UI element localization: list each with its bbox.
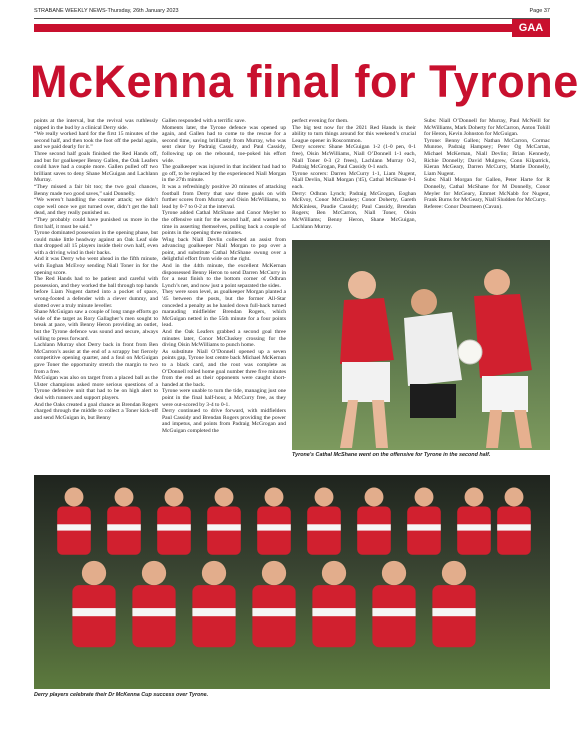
- article-paragraph: Three second half goals finished the Red Hands off, and but for goalkeeper Benny Gallen, the Oak Leafers could have had a couple more. Gallen pulled off two brilliant saves to deny Shane McGuigan and Lachlann Murray.: [34, 150, 158, 184]
- article-paragraph: Tyrone: Benny Gallen; Nathan McCarron, Cormac Munroe, Padraig Hampsey; Peter Og McCartan, Michael McKernan, Niall Devlin; Brian Kennedy, Richie Donnelly; David Mulgrew, Conn Kilpatrick, Kieran McGeary, Darren McCurry, Mattie Donnelly, Liam Nugent.: [424, 137, 550, 177]
- article-paragraph: “They probably could have punished us more in the first half, it must be said.”: [34, 216, 158, 230]
- article-paragraph: points at the interval, but the revival was ruthlessly nipped in the bud by a clinical Derry side.: [34, 118, 158, 131]
- article-paragraph: The big test now for the 2021 Red Hands is their ability to turn things around for this weekend’s crucial League opener in Roscommon.: [292, 124, 416, 144]
- player-head: [365, 488, 384, 507]
- player-head: [465, 488, 484, 507]
- article-paragraph: “We really worked hard for the first 15 minutes of the second half, and then took the foot off the pedal again, and we paid dearly for it.”: [34, 131, 158, 151]
- article-paragraph: “We weren’t handling the counter attack; we didn’t cope well once we got turned over, didn’t get the ball dead, and they really punished us.: [34, 197, 158, 217]
- jersey-stripe: [207, 524, 241, 530]
- player-head: [165, 488, 184, 507]
- player-head: [322, 561, 346, 585]
- player-head: [142, 561, 166, 585]
- article-paragraph: And it was Derry who went ahead in the fifth minute, with Eoghan McEvoy sending Niall Toner in for the opening score.: [34, 256, 158, 276]
- jersey-stripe: [357, 524, 391, 530]
- article-paragraph: Derry continued to drive forward, with midfielders Paul Cassidy and Brendan Rogers providing the power and impetus, and points from Padraig McGrogan and McGuigan completed the: [162, 408, 286, 434]
- jersey-stripe: [132, 608, 175, 616]
- player-head: [315, 488, 334, 507]
- jersey-stripe: [157, 524, 191, 530]
- action-photo-caption: Tyrone's Cathal McShane went on the offensive for Tyrone in the second half.: [292, 452, 491, 458]
- jersey-stripe: [497, 524, 531, 530]
- page-header: [34, 8, 550, 18]
- article-paragraph: Moments later, the Tyrone defence was opened up again, and Gallen had to come to the rescue for a second time, saving brilliantly from Murray, who was sent clear by Padraig Cassidy, and Paul Cassidy, following up on the rebound, toe-poked his effort wide.: [162, 124, 286, 164]
- player-head: [265, 488, 284, 507]
- article-column-2: [162, 118, 286, 475]
- player-head: [262, 561, 286, 585]
- jersey-stripe: [372, 608, 415, 616]
- article-paragraph: It was a refreshingly positive 20 minutes of attacking football from Derry that saw three goals on with further scores from Murray and Oisin McWilliams, to lead by 0-7 to 0-2 at the interval.: [162, 183, 286, 210]
- jersey-stripe: [252, 608, 295, 616]
- article-paragraph: The goalkeeper was injured in that incident had had to go off, to be replaced by the experienced Niall Morgan in the 27th minute.: [162, 164, 286, 184]
- article-paragraph: And the Oaks created a goal chance as Brendan Rogers charged through the middle to collect a Toner kick-off and send McGuigan in, but Benny: [34, 401, 158, 421]
- action-photo: [292, 240, 550, 450]
- article-paragraph: Tyrone were unable to turn the tide, managing just one point in the final half-hour, a McCurry free, as they were out-scored by 3-4 to 0-1.: [162, 388, 286, 408]
- page-number: Page 37: [529, 8, 550, 14]
- article-paragraph: Shane McGuigan saw a couple of long range efforts go wide of the target as Rory Gallagher’s men sought to break at pace, with Benny Heron providing an outlet, but the Tyrone defence was sound and secure, always willing to press forward.: [34, 309, 158, 342]
- player-head: [82, 561, 106, 585]
- section-bar: [34, 24, 550, 32]
- team-photo: [34, 475, 550, 689]
- player-head: [215, 488, 234, 507]
- headline: McKenna final for Tyrone: [30, 56, 579, 107]
- article-paragraph: Tyrone added Cathal McShane and Conor Meyler to the offensive unit for the second half, and wasted no time in asserting themselves, pulling back a couple of points in the opening three minutes.: [162, 210, 286, 237]
- article-paragraph: Subs: Niall O’Donnell for Murray, Paul McNeill for McWilliams, Mark Doherty for McCarron, Anton Tohill for Heron, Kevin Johnston for McGuigan.: [424, 118, 550, 138]
- article-paragraph: McGuigan was also on target from a placed ball as the Ulster champions asked more serious questions of a Tyrone defensive unit that had to be on high alert to deal with runners and support players.: [34, 375, 158, 401]
- jersey-stripe: [192, 608, 235, 616]
- jersey-stripe: [257, 524, 291, 530]
- article-paragraph: Tyrone scorers: Darren McCurry 1-1, Liam Nugent, Niall Devlin, Niall Morgan ('45), Cathal McShane 0-1 each.: [292, 170, 416, 190]
- player-head: [442, 561, 466, 585]
- article-paragraph: “They missed a fair bit too; the two goal chances, Benny made two good saves,” said Donnelly.: [34, 183, 158, 197]
- jersey-stripe: [307, 524, 341, 530]
- article-paragraph: perfect evening for them.: [292, 118, 349, 124]
- jersey-stripe: [72, 608, 115, 616]
- article-column-3: [292, 118, 416, 236]
- player-head: [505, 488, 524, 507]
- article-paragraph: Derry: Odhran Lynch; Padraig McGrogan, Eoghan McEvoy, Conor McCluskey; Conor Doherty, Gareth McKinless, Paudie Cassidy; Paul Cassidy, Brendan Rogers; Ben McCarron, Niall Toner, Oisin McWilliams; Benny Heron, Shane McGuigan, Lachlann Murray.: [292, 190, 416, 230]
- article-paragraph: Lachlann Murray shot Derry back in front from Ben McCarron’s assist at the end of a scrappy but fiercely competitive opening quarter, and a foul on McGuigan gave Toner the opportunity stretch the margin to two from a free.: [34, 342, 158, 375]
- masthead: STRABANE WEEKLY NEWS-Thursday, 26th January 2023: [34, 8, 179, 14]
- player-head: [202, 561, 226, 585]
- article-paragraph: And in the 44th minute, the excellent McKernan dispossessed Benny Heron to send Darren McCurry in for a neat finish to the bottom corner of Odhran Lynch’s net, and now just a point separated the sides.: [162, 263, 286, 289]
- player-head: [115, 488, 134, 507]
- player-head: [415, 488, 434, 507]
- article-paragraph: Tyrone dominated possession in the opening phase, but could make little headway against an Oak Leaf side that dropped all 15 players inside their own half, even with a driving wind in their backs.: [34, 230, 158, 256]
- team-photo-caption: Derry players celebrate their Dr McKenna Cup success over Tyrone.: [34, 692, 209, 698]
- article-column-1: [34, 118, 158, 475]
- article-paragraph: Derry scorers: Shane McGuigan 1-2 (1-0 pen, 0-1 free), Oisin McWilliams, Niall O’Donnell 1-1 each, Niall Toner 0-3 (2 frees), Lachlann Murray 0-2, Padraig McGrogan, Paul Cassidy 0-1 each.: [292, 144, 416, 171]
- jersey-stripe: [457, 524, 491, 530]
- jersey-stripe: [432, 608, 475, 616]
- article-paragraph: They were soon level, as goalkeeper Morgan planted a '45 between the posts, but the former All-Star conceded a penalty as he hauled down full-back turned marauding midfielder Brendan Rogers, which McGuigan netted in the 55th minute for a four points lead.: [162, 289, 286, 329]
- article-paragraph: The Red Hands had to be patient and careful with possession, and they worked the ball through top hands before Liam Nugent darted into a pocket of space, wrong-footed a defender with a clever dummy, and slotted over a truly minute leveller.: [34, 276, 158, 309]
- article-paragraph: Gallen responded with a terrific save.: [162, 118, 246, 124]
- article-paragraph: And the Oak Leafers grabbed a second goal three minutes later, Conor McCluskey crossing for the diving Oisin McWilliams to punch home.: [162, 329, 286, 349]
- article-paragraph: Subs: Niall Morgan for Gallen, Peter Harte for R Donnelly, Cathal McShane for M Donnelly, Conor Meyler for McGeary, Emmet McNabb for Nugent, Frank Burns for McGeary, Niall Sludden for McCurry.: [424, 177, 550, 204]
- article-column-4: [424, 118, 550, 254]
- header-rule: [34, 18, 550, 19]
- jersey-stripe: [57, 524, 91, 530]
- player-head: [382, 561, 406, 585]
- jersey-stripe: [312, 608, 355, 616]
- player-head: [65, 488, 84, 507]
- article-paragraph: Wing back Niall Devlin collected an assist from advancing goalkeeper Niall Morgan to pop over a point, and substitute Cathal McShane swung over a delightful effort from wide on the right.: [162, 236, 286, 263]
- jersey-stripe: [407, 524, 441, 530]
- jersey-stripe: [107, 524, 141, 530]
- article-paragraph: As substitute Niall O’Donnell opened up a seven points gap, Tyrone lost centre back Michael McKernan to a black card, and the rout was complete as O’Donnell rolled home goal number three five minutes from the end as their opponents were caught short-handed at the back.: [162, 348, 286, 388]
- section-tag: GAA: [512, 19, 550, 37]
- article-paragraph: Referee: Conor Dourneen (Cavan).: [424, 203, 503, 210]
